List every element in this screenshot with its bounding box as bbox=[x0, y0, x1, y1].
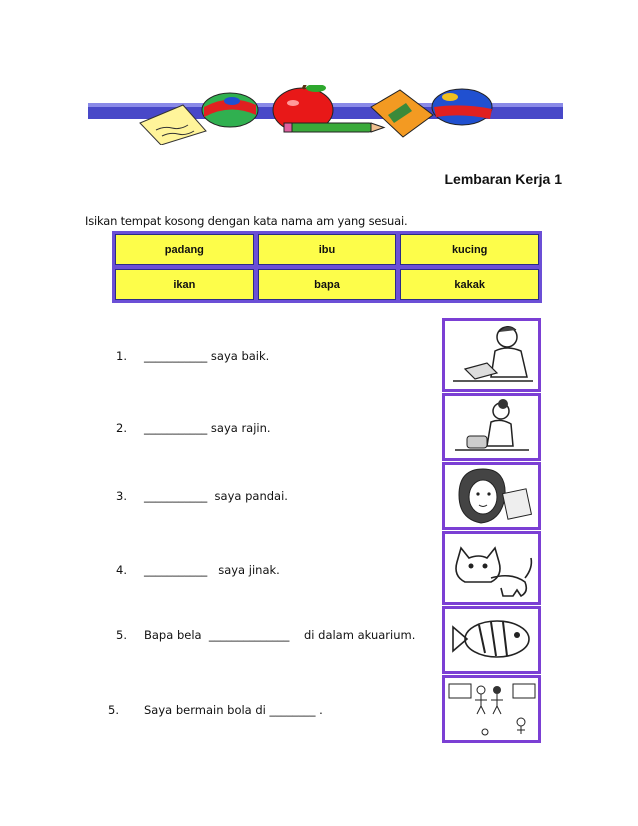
word-cell: ibu bbox=[258, 234, 397, 265]
word-cell: ikan bbox=[115, 269, 254, 300]
mother-working-icon bbox=[442, 393, 541, 461]
field-football-icon bbox=[442, 675, 541, 743]
word-cell: padang bbox=[115, 234, 254, 265]
girl-reading-icon bbox=[442, 462, 541, 530]
question-text: ___________ saya jinak. bbox=[144, 563, 280, 577]
ball-icon-right bbox=[432, 89, 492, 125]
cat-icon bbox=[442, 531, 541, 605]
question-text: Bapa bela ______________ di dalam akuarium. bbox=[144, 628, 416, 642]
question-number: 3. bbox=[116, 489, 127, 503]
question-number: 4. bbox=[116, 563, 127, 577]
question-number: 5. bbox=[116, 628, 127, 642]
question-text: ___________ saya pandai. bbox=[144, 489, 288, 503]
instruction-text: Isikan tempat kosong dengan kata nama am yang sesuai. bbox=[85, 214, 408, 228]
question-number: 2. bbox=[116, 421, 127, 435]
word-cell: kakak bbox=[400, 269, 539, 300]
fish-icon bbox=[442, 606, 541, 674]
leaf-card-icon bbox=[371, 90, 433, 137]
worksheet-title: Lembaran Kerja 1 bbox=[444, 171, 562, 187]
question-text: ___________ saya baik. bbox=[144, 349, 270, 363]
pencil-icon bbox=[284, 123, 384, 132]
word-cell: bapa bbox=[258, 269, 397, 300]
question-number: 5. bbox=[108, 703, 119, 717]
question-text: Saya bermain bola di ________ . bbox=[144, 703, 323, 717]
word-box bbox=[112, 231, 542, 303]
question-text: ___________ saya rajin. bbox=[144, 421, 271, 435]
father-reading-icon bbox=[442, 318, 541, 392]
ball-icon-left bbox=[202, 93, 258, 127]
word-cell: kucing bbox=[400, 234, 539, 265]
question-number: 1. bbox=[116, 349, 127, 363]
header-banner bbox=[88, 85, 563, 145]
